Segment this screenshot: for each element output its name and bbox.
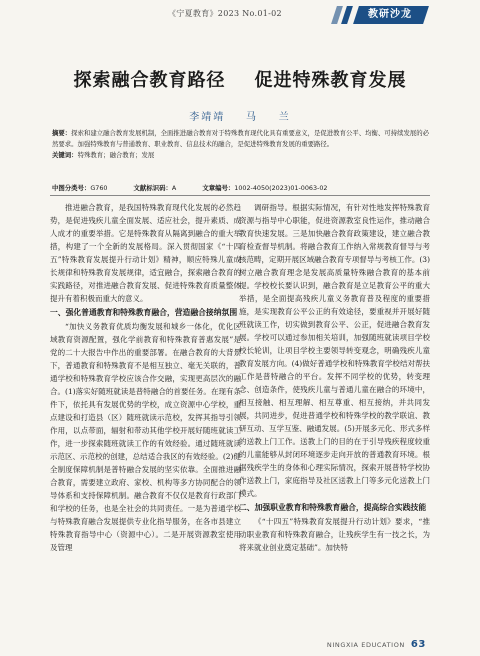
clc-field bbox=[52, 183, 108, 192]
section-heading-1: 一、强化普通教育和特殊教育融合，营造融合接纳氛围 bbox=[50, 308, 238, 317]
article-no-value: 1002-4050(2023)01-0063-02 bbox=[234, 184, 328, 192]
page-footer bbox=[327, 639, 426, 650]
journal-header: 《宁夏教育》2023 No.01-02 bbox=[168, 9, 282, 18]
body-column-left bbox=[50, 201, 241, 617]
intro-paragraph: 推进融合教育，是我国特殊教育现代化发展的必然趋势，是促进残疾儿童全面发展、适应社会，提升素质、成人成才的重要举措。它是特殊教育从隔离到融合的重大举措，构建了一个全新的发展格局。深入贯彻国家《“十四五”特殊教育发展提升行动计划》精神，顺应特殊儿童成长规律和特殊教育发展规律，适宜融合，探索融合教育的实践路径，对推进融合教育发展、促进特殊教育质量整体提升有着积极而重大的意义。 bbox=[50, 203, 241, 303]
article-no-field bbox=[202, 183, 327, 192]
meta-divider bbox=[50, 195, 430, 196]
section-heading-2: 二、加强职业教育和特殊教育融合，提高综合实践技能 bbox=[239, 503, 427, 512]
doc-code-field bbox=[134, 183, 177, 192]
section-2-paragraph: 《“十四五”特殊教育发展提升行动计划》要求，“推动职业教育和特殊教育融合，让残疾学生有一技之长，为将来就业创业奠定基础”。加快特 bbox=[239, 517, 430, 552]
doc-code-value: A bbox=[171, 184, 177, 192]
clc-label: 中图分类号： bbox=[52, 184, 91, 192]
article-meta bbox=[52, 183, 430, 192]
abstract-label: 摘要： bbox=[52, 129, 72, 137]
journal-name-en: NINGXIA EDUCATION bbox=[326, 641, 405, 649]
section-1-continued-paragraph: 调研指导。根据实际情况，有针对性地发挥特殊教育资源与指导中心职能，促进资源教室良性运作，推动融合教育快速发展。三是加快融合教育政策建设，建立融合教育检查督导机制。将融合教育工作纳入常规教育督导与考核范畴，定期开展区域融合教育专项督导与考核工作。(3)树立融合教育理念是发展高质量特殊融合教育的基本前提。学校校长要认识到，融合教育是立足教育公平的重大举措，是全面提高残疾儿童义务教育普及程度的重要措施，是实现教育公平公正的有效途径，要重视并开展好随班就读工作，切实做到教育公平、公正，促进融合教育发展。学校可以通过参加相关培训，加强随班就读项目学校校长轮训，让项目学校主要领导转变观念，明确残疾儿童教育发展方向。(4)做好普通学校和特殊教育学校结对帮扶工作是普特融合的平台。发挥不同学校的优势，转变理念、创造条件，使残疾儿童与普通儿童在融合的环境中，相互接触、相互理解、相互尊重、相互接纳，并共同发展，共同进步，促进普通学校和特殊学校的教学联谊、教研互动、互学互鉴、融通发展。(5)开展多元化、形式多样的送教上门工作。送教上门的目的在于引导残疾程度较重的儿童能够从封闭环境逐步走向开放的普通教育环境。根据残疾学生的身体和心理实际情况，探索开展普特学校协作送教上门，家庭指导及社区送教上门等多元化送教上门模式。 bbox=[239, 203, 430, 498]
abstract-text: 探索和建立融合教育发展机制，全面推进融合教育对于特殊教育现代化具有重要意义，是促进教育公平、均衡、可持续发展的必然要求。加强特殊教育与普通教育、职业教育、信息技术的融合，是促进特殊教育发展的重要路径。 bbox=[52, 129, 430, 148]
abstract bbox=[52, 128, 430, 161]
article-authors: 李靖靖 马 兰 bbox=[189, 112, 291, 123]
article-title: 探索融合教育路径 促进特殊教育发展 bbox=[73, 70, 407, 91]
banner-stripe-1 bbox=[341, 6, 353, 24]
article-no-label: 文章编号： bbox=[202, 184, 235, 192]
section-1-paragraph: “加快义务教育优质均衡发展和城乡一体化，优化区域教育资源配置，强化学前教育和特殊教育普惠发展”是党的二十大报告中作出的重要部署。在融合教育的大背景下，普通教育和特殊教育不是相互独立、毫无关联的，普通学校和特殊教育学校应该合作交融，实现更高层次的融合。(1)落实好随班就读是普特融合的首要任务。在现有条件下，依托具有发展优势的学校，成立资源中心学校，重点建设和打造县（区）随班就读示范校，发挥其指导引领作用，以点带面，辐射和带动其他学校开展好随班就读工作，进一步探索随班就读工作的有效经验。通过随班就读示范区、示范校的创建，总结适合我区的有效经验。(2)健全制度保障机制是普特融合发展的坚实依靠。全面推进融合教育，需要建立政府、家校、机构等多方协同配合的领导体系和支持保障机制。融合教育不仅仅是教育行政部门和学校的任务，也是全社会的共同责任。一是为普通学校与特殊教育融合发展提供专业化指导服务，在各市县建立特殊教育指导中心（资源中心）。二是开展资源教室使用及管理 bbox=[50, 322, 241, 552]
section-banner-label: 教研沙龙 bbox=[368, 9, 412, 20]
keywords-text: 特殊教育；融合教育；发展 bbox=[77, 151, 155, 159]
body-column-right bbox=[239, 201, 430, 617]
keywords-label: 关键词： bbox=[52, 151, 78, 159]
doc-code-label: 文献标识码： bbox=[133, 184, 172, 192]
page-number: 63 bbox=[410, 639, 426, 650]
clc-value: G760 bbox=[90, 184, 108, 192]
